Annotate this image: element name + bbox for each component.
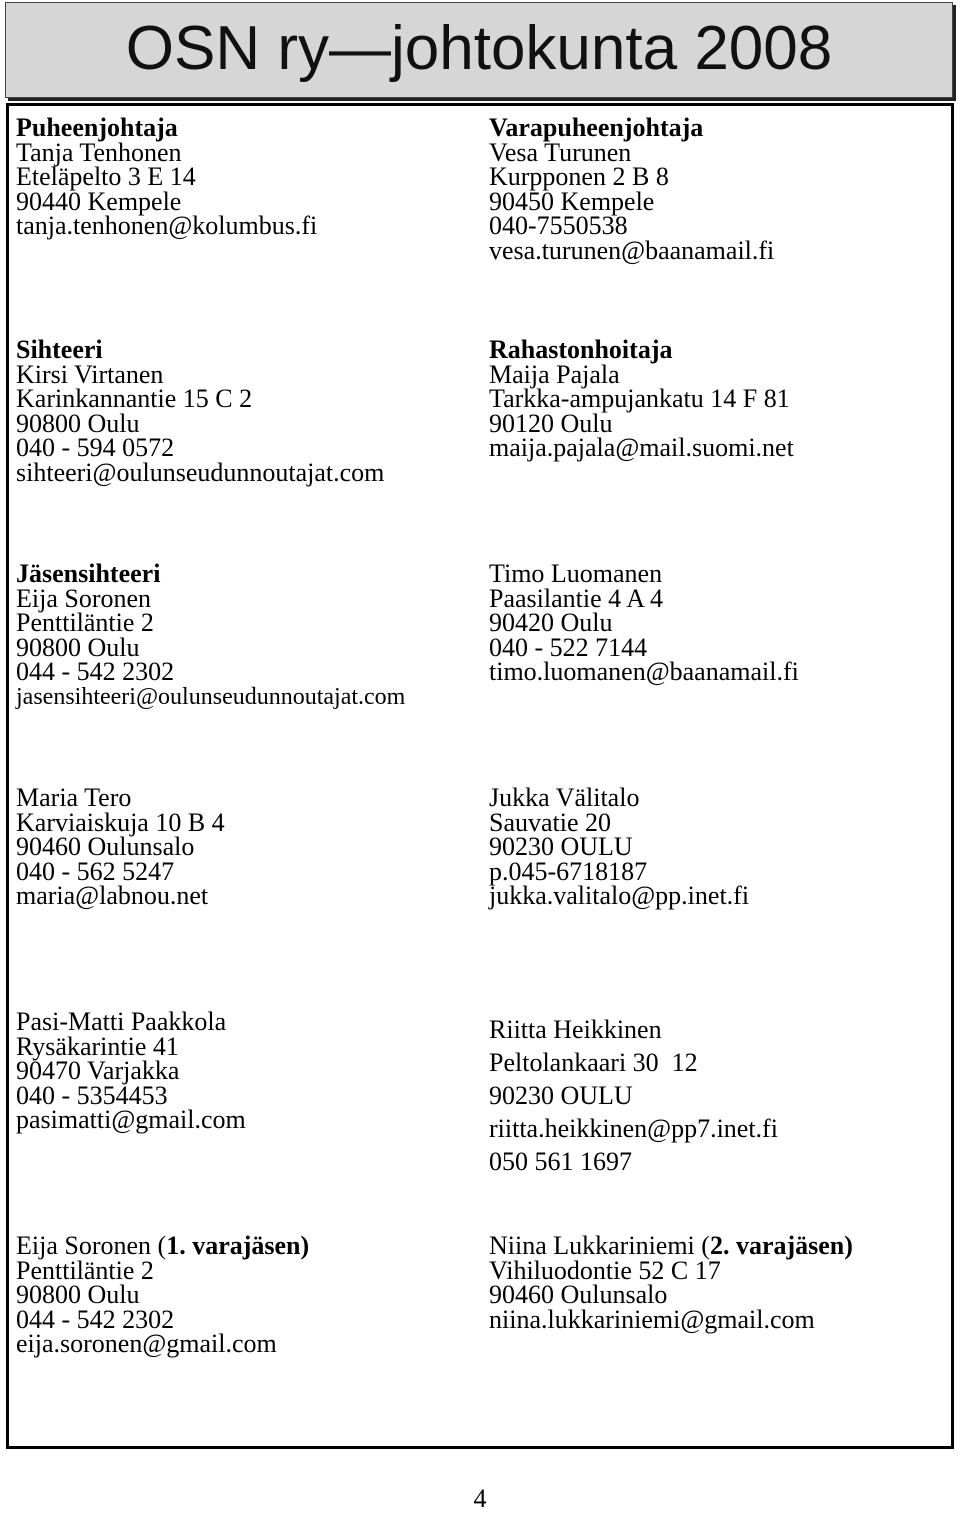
contact-name: Niina Lukkariniemi ( [489,1231,710,1260]
contact-street: Karviaiskuja 10 B 4 [16,807,225,837]
contact-email: sihteeri@oulunseudunnoutajat.com [16,457,385,487]
role-label: Jäsensihteeri [16,559,161,588]
contact-deputy-1 [16,1231,310,1358]
contact-street: Eteläpelto 3 E 14 [16,162,196,191]
contact-phone: 044 - 542 2302 [16,1304,175,1334]
contact-city: 90460 Oulunsalo [16,832,195,861]
contact-maria [16,783,225,910]
page-number: 4 [473,1484,487,1513]
contact-city: 90800 Oulu [16,632,140,662]
contact-membership-secretary [16,559,406,710]
contact-name: Eija Soronen [16,583,152,613]
contact-name: Jukka Välitalo [489,783,640,812]
contact-deputy-2 [489,1231,853,1334]
contact-name-line [489,1231,853,1260]
contact-street: Karinkannantie 15 C 2 [16,384,253,413]
contact-city: 90460 Oulunsalo [489,1280,668,1309]
role-label: Sihteeri [16,335,103,364]
contact-city: 90120 Oulu [489,408,613,438]
contact-phone: 040 - 562 5247 [16,856,175,886]
contact-phone: 050 561 1697 [489,1147,632,1176]
contact-street: Kurpponen 2 B 8 [489,162,669,191]
contact-name: Timo Luomanen [489,559,663,588]
contact-name: Maria Tero [16,783,132,812]
contact-email: maija.pajala@mail.suomi.net [489,433,794,462]
contact-street: Vihiluodontie 52 C 17 [489,1255,721,1285]
contact-name: Vesa Turunen [489,137,632,167]
contact-city: 90470 Varjakka [16,1056,180,1085]
contact-secretary [16,335,385,487]
contact-city: 90420 Oulu [489,608,613,637]
contact-phone: 040-7550538 [489,211,628,240]
contact-city: 90800 Oulu [16,408,140,438]
contact-street: Rysäkarintie 41 [16,1031,179,1061]
role-label: Rahastonhoitaja [489,335,673,364]
contact-name-line [16,1231,310,1260]
contact-street: Penttiläntie 2 [16,608,154,637]
role-label: 1. varajäsen) [166,1231,310,1260]
contact-city: 90450 Kempele [489,186,655,216]
contact-phone: p.045-6718187 [489,856,648,886]
contact-street: Penttiläntie 2 [16,1255,154,1285]
page-title: OSN ry—johtokunta 2008 [125,14,833,83]
contact-name: Tanja Tenhonen [16,137,182,167]
contact-street: Tarkka-ampujankatu 14 F 81 [489,384,790,413]
contact-street: Sauvatie 20 [489,807,612,837]
contact-jukka [489,783,750,910]
contact-name: Maija Pajala [489,359,620,389]
contact-street: Peltolankaari 30 12 [489,1048,698,1077]
contact-email: jukka.valitalo@pp.inet.fi [489,881,750,910]
contact-vice-chair [489,113,775,265]
contact-timo [489,559,799,686]
contact-chair [16,113,318,240]
title-banner [5,2,953,98]
contact-email: riitta.heikkinen@pp7.inet.fi [489,1114,778,1143]
contact-email: niina.lukkariniemi@gmail.com [489,1304,815,1334]
role-label: 2. varajäsen) [709,1231,853,1260]
role-label: Varapuheenjohtaja [489,113,704,142]
contact-treasurer [489,335,794,462]
contact-email: vesa.turunen@baanamail.fi [489,235,775,265]
role-label: Puheenjohtaja [16,113,178,142]
contact-email: jasensihteeri@oulunseudunnoutajat.com [16,683,406,710]
contact-city: 90230 OULU [489,832,633,861]
contact-city: 90800 Oulu [16,1280,140,1309]
contact-email: eija.soronen@gmail.com [16,1329,277,1358]
contact-riitta [489,1013,778,1178]
contact-city: 90230 OULU [489,1081,633,1110]
contact-email: tanja.tenhonen@kolumbus.fi [16,211,318,240]
contact-phone: 040 - 5354453 [16,1080,168,1110]
contact-name: Pasi-Matti Paakkola [16,1007,227,1036]
contact-city: 90440 Kempele [16,186,182,216]
contact-phone: 040 - 522 7144 [489,632,648,662]
contact-email: pasimatti@gmail.com [16,1105,246,1134]
contact-email: timo.luomanen@baanamail.fi [489,657,799,686]
contact-phone: 044 - 542 2302 [16,657,175,686]
contact-name: Eija Soronen ( [16,1231,167,1260]
contact-email: maria@labnou.net [16,881,209,910]
contact-pasi [16,1007,246,1134]
contact-name: Riitta Heikkinen [489,1015,662,1044]
contact-street: Paasilantie 4 A 4 [489,583,664,613]
contact-phone: 040 - 594 0572 [16,433,175,462]
contact-name: Kirsi Virtanen [16,359,164,389]
